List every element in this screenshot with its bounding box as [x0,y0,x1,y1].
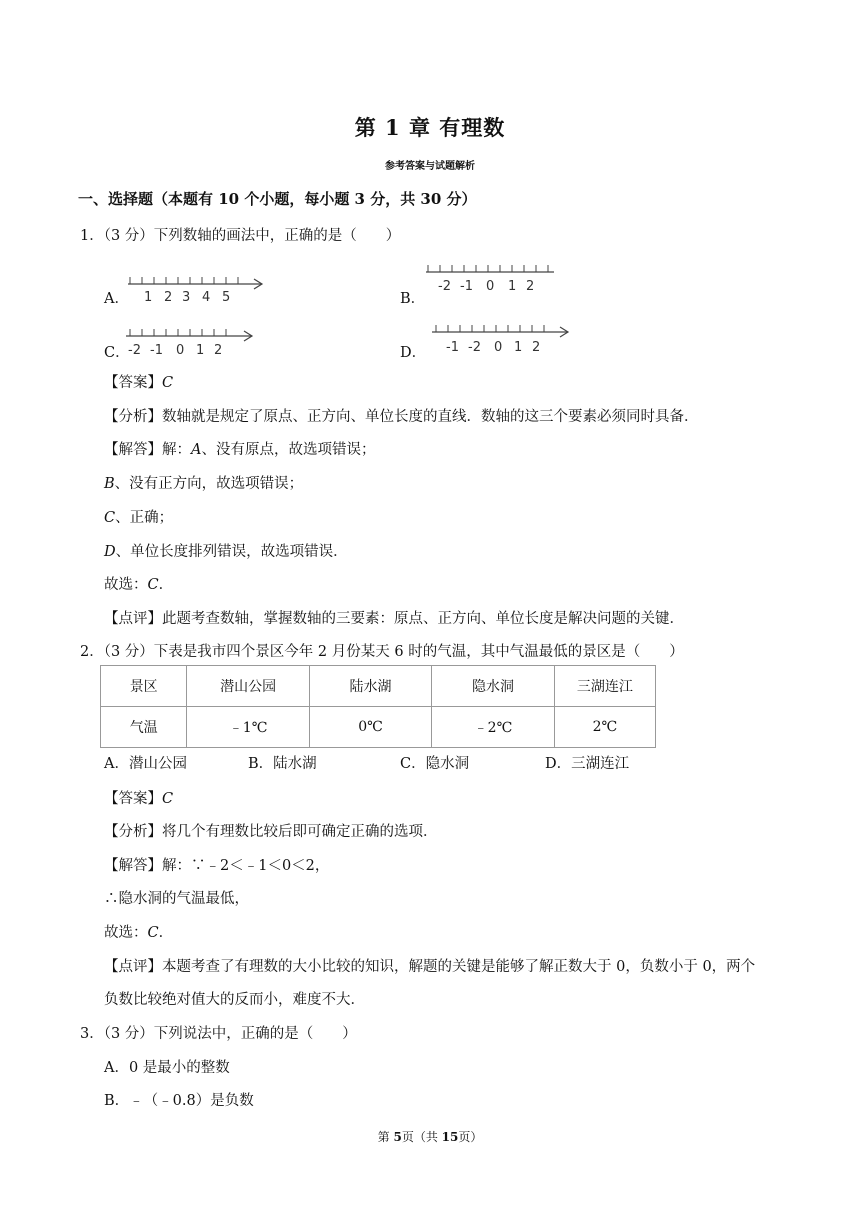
tick-label: -2 [438,279,451,294]
q1-option-b-numberline [424,262,558,296]
q2-solution-2: ∴隐水洞的气温最低， [104,891,249,907]
tick-label: -1 [446,340,459,355]
section-heading: 一、选择题（本题有 10 个小题，每小题 3 分，共 30 分） [78,190,477,208]
q3-option-a: A．0 是最小的整数 [104,1060,230,1076]
q2-comment-2: 负数比较绝对值大的反而小，难度不大． [104,992,365,1008]
tick-label: 0 [176,343,185,358]
q1-option-c-label: C． [104,345,130,361]
q3-stem: 3．（3 分）下列说法中，正确的是（ ） [80,1026,357,1042]
tick-label: 1 [508,279,517,294]
q1-option-a-label: A． [104,291,129,307]
q1-option-d-numberline [430,320,572,356]
q1-comment: 【点评】此题考查数轴，掌握数轴的三要素：原点、正方向、单位长度是解决问题的关键． [104,611,684,627]
q1-answer: 【答案】C [104,375,174,391]
tick-label: 4 [202,290,211,304]
table-cell: 气温 [101,707,187,748]
tick-label: 1 [144,290,153,304]
q1-option-d-label: D． [400,345,427,361]
tick-label: -1 [460,279,473,294]
table-cell: 陆水湖 [309,666,431,707]
page-subtitle: 参考答案与试题解析 [385,161,475,172]
table-row [101,666,656,707]
table-row [101,707,656,748]
tick-label: 0 [486,279,495,294]
tick-label: 2 [532,340,541,355]
q1-option-b-label: B． [400,291,426,307]
q1-solution-d: D、单位长度排列错误，故选项错误． [104,544,348,560]
tick-label: 2 [214,343,223,358]
q2-comment-1: 【点评】本题考查了有理数的大小比较的知识，解题的关键是能够了解正数大于 0，负数小于 0，两个 [104,959,756,975]
q1-option-a-numberline [124,272,270,304]
q3-option-b: B．﹣（﹣0.8）是负数 [104,1093,254,1109]
tick-label: 1 [514,340,523,355]
tick-label: 0 [494,340,503,355]
q2-option-b: B．陆水湖 [248,756,317,772]
tick-label: -2 [128,343,141,358]
tick-label: 5 [222,290,231,304]
q2-option-c: C．隐水洞 [400,756,470,772]
table-cell: ﹣1℃ [187,707,309,748]
q2-stem: 2．（3 分）下表是我市四个景区今年 2 月份某天 6 时的气温，其中气温最低的景区是（ ） [80,644,684,660]
q2-choice: 故选：C． [104,925,174,941]
q2-answer: 【答案】C [104,791,174,807]
page-number: 5 [393,1130,402,1144]
page-total: 15 [441,1130,459,1144]
q1-solution-a: 【解答】解：A、没有原点，故选项错误； [104,442,376,458]
q1-stem: 1．（3 分）下列数轴的画法中，正确的是（ ） [80,228,401,244]
q2-option-a: A．潜山公园 [104,756,187,772]
tick-label: -2 [468,340,481,355]
q1-analysis: 【分析】数轴就是规定了原点、正方向、单位长度的直线．数轴的这三个要素必须同时具备． [104,409,699,425]
tick-label: 2 [526,279,535,294]
page-footer: 第 5页（共 15页） [377,1130,483,1144]
table-cell: ﹣2℃ [432,707,554,748]
page-title: 第 1 章 有理数 [354,115,506,140]
q1-choice: 故选：C． [104,577,174,593]
tick-label: 1 [196,343,205,358]
table-cell: 景区 [101,666,187,707]
table-cell: 0℃ [309,707,431,748]
q2-analysis: 【分析】将几个有理数比较后即可确定正确的选项． [104,824,438,840]
tick-label: -1 [150,343,163,358]
table-cell: 三湖连江 [554,666,655,707]
q1-solution-b: B、没有正方向，故选项错误； [104,476,304,492]
q1-option-c-numberline [124,324,258,358]
q2-solution-1: 【解答】解：∵﹣2＜﹣1＜0＜2， [104,858,330,874]
q2-option-d: D．三湖连江 [545,756,630,772]
q1-solution-c: C、正确； [104,510,174,526]
table-cell: 2℃ [554,707,655,748]
table-cell: 潜山公园 [187,666,309,707]
table-cell: 隐水洞 [432,666,554,707]
temperature-table [100,665,656,748]
tick-label: 2 [164,290,173,304]
tick-label: 3 [182,290,191,304]
